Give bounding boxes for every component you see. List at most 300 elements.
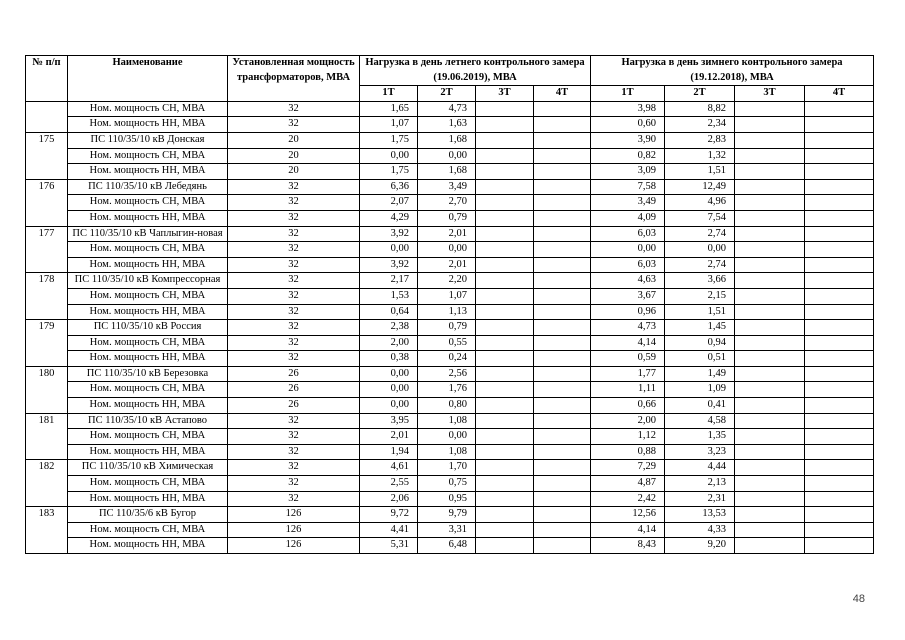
- row-number: [26, 101, 68, 132]
- winter-4t-value: [805, 164, 874, 180]
- row-power: 32: [228, 351, 360, 367]
- summer-4t-value: [534, 101, 591, 117]
- winter-2t-value: 3,23: [665, 444, 735, 460]
- winter-1t-value: 3,98: [591, 101, 665, 117]
- winter-4t-value: [805, 304, 874, 320]
- winter-2t-value: 1,35: [665, 429, 735, 445]
- winter-3t-value: [735, 538, 805, 554]
- row-power: 32: [228, 288, 360, 304]
- summer-3t-value: [476, 257, 534, 273]
- table-row: [26, 538, 874, 554]
- winter-2t-value: 0,51: [665, 351, 735, 367]
- summer-1t-value: 1,94: [360, 444, 418, 460]
- summer-4t-value: [534, 195, 591, 211]
- summer-4t-value: [534, 538, 591, 554]
- summer-4t-value: [534, 179, 591, 195]
- summer-2t-value: 1,70: [418, 460, 476, 476]
- table-row: [26, 273, 874, 289]
- winter-1t-value: 2,42: [591, 491, 665, 507]
- summer-4t-value: [534, 413, 591, 429]
- summer-4t-value: [534, 522, 591, 538]
- winter-4t-value: [805, 382, 874, 398]
- summer-4t-value: [534, 304, 591, 320]
- winter-1t-value: 3,67: [591, 288, 665, 304]
- summer-1t-value: 3,95: [360, 413, 418, 429]
- winter-4t-value: [805, 288, 874, 304]
- summer-3t-value: [476, 132, 534, 148]
- row-name: Ном. мощность СН, МВА: [68, 148, 228, 164]
- row-name: Ном. мощность НН, МВА: [68, 257, 228, 273]
- winter-1t-value: 0,82: [591, 148, 665, 164]
- winter-3t-value: [735, 257, 805, 273]
- summer-1t-value: 0,64: [360, 304, 418, 320]
- header-summer-1t: 1Т: [360, 86, 418, 102]
- row-name: Ном. мощность НН, МВА: [68, 398, 228, 414]
- header-winter-1t: 1Т: [591, 86, 665, 102]
- winter-3t-value: [735, 304, 805, 320]
- table-row: [26, 460, 874, 476]
- row-power: 26: [228, 398, 360, 414]
- winter-2t-value: 2,13: [665, 476, 735, 492]
- row-power: 126: [228, 522, 360, 538]
- winter-2t-value: 13,53: [665, 507, 735, 523]
- row-power: 32: [228, 460, 360, 476]
- table-row: [26, 491, 874, 507]
- summer-3t-value: [476, 382, 534, 398]
- row-power: 20: [228, 164, 360, 180]
- summer-4t-value: [534, 164, 591, 180]
- winter-2t-value: 4,44: [665, 460, 735, 476]
- row-power: 32: [228, 179, 360, 195]
- winter-3t-value: [735, 117, 805, 133]
- row-power: 32: [228, 413, 360, 429]
- summer-3t-value: [476, 179, 534, 195]
- table-row: [26, 132, 874, 148]
- row-name: ПС 110/35/10 кВ Химическая: [68, 460, 228, 476]
- summer-3t-value: [476, 320, 534, 336]
- summer-4t-value: [534, 444, 591, 460]
- page-number: 48: [852, 593, 865, 605]
- winter-3t-value: [735, 242, 805, 258]
- load-table: [25, 55, 874, 554]
- row-power: 32: [228, 320, 360, 336]
- row-power: 32: [228, 226, 360, 242]
- winter-1t-value: 4,14: [591, 335, 665, 351]
- winter-3t-value: [735, 288, 805, 304]
- row-power: 126: [228, 538, 360, 554]
- winter-4t-value: [805, 335, 874, 351]
- summer-3t-value: [476, 538, 534, 554]
- summer-2t-value: 2,20: [418, 273, 476, 289]
- winter-3t-value: [735, 132, 805, 148]
- table-row: [26, 429, 874, 445]
- row-name: ПС 110/35/10 кВ Лебедянь: [68, 179, 228, 195]
- summer-1t-value: 1,75: [360, 132, 418, 148]
- summer-1t-value: 2,07: [360, 195, 418, 211]
- table-row: [26, 335, 874, 351]
- table-row: [26, 101, 874, 117]
- summer-2t-value: 1,13: [418, 304, 476, 320]
- winter-3t-value: [735, 148, 805, 164]
- header-summer-4t: 4Т: [534, 86, 591, 102]
- summer-2t-value: 1,63: [418, 117, 476, 133]
- winter-1t-value: 8,43: [591, 538, 665, 554]
- table-row: [26, 226, 874, 242]
- summer-2t-value: 0,00: [418, 148, 476, 164]
- winter-1t-value: 0,60: [591, 117, 665, 133]
- summer-4t-value: [534, 210, 591, 226]
- winter-2t-value: 2,31: [665, 491, 735, 507]
- winter-4t-value: [805, 413, 874, 429]
- header-summer-3t: 3Т: [476, 86, 534, 102]
- row-name: Ном. мощность СН, МВА: [68, 382, 228, 398]
- summer-4t-value: [534, 460, 591, 476]
- summer-2t-value: 2,70: [418, 195, 476, 211]
- winter-2t-value: 2,83: [665, 132, 735, 148]
- winter-4t-value: [805, 398, 874, 414]
- summer-1t-value: 4,29: [360, 210, 418, 226]
- row-name: ПС 110/35/6 кВ Бугор: [68, 507, 228, 523]
- summer-3t-value: [476, 273, 534, 289]
- row-power: 32: [228, 429, 360, 445]
- header-winter-2t: 2Т: [665, 86, 735, 102]
- winter-3t-value: [735, 351, 805, 367]
- summer-2t-value: 0,00: [418, 429, 476, 445]
- summer-1t-value: 0,00: [360, 366, 418, 382]
- winter-1t-value: 3,90: [591, 132, 665, 148]
- table-row: [26, 117, 874, 133]
- table-row: [26, 257, 874, 273]
- header-row-main: [26, 56, 874, 86]
- winter-4t-value: [805, 195, 874, 211]
- summer-1t-value: 0,00: [360, 148, 418, 164]
- winter-3t-value: [735, 273, 805, 289]
- summer-4t-value: [534, 335, 591, 351]
- winter-3t-value: [735, 164, 805, 180]
- row-power: 32: [228, 476, 360, 492]
- summer-3t-value: [476, 522, 534, 538]
- summer-4t-value: [534, 257, 591, 273]
- summer-2t-value: 0,95: [418, 491, 476, 507]
- winter-2t-value: 4,96: [665, 195, 735, 211]
- header-winter: Нагрузка в день зимнего контрольного замера (19.12.2018), МВА: [591, 56, 874, 86]
- winter-2t-value: 4,33: [665, 522, 735, 538]
- winter-1t-value: 4,63: [591, 273, 665, 289]
- row-name: Ном. мощность СН, МВА: [68, 522, 228, 538]
- winter-1t-value: 0,88: [591, 444, 665, 460]
- row-power: 32: [228, 491, 360, 507]
- summer-4t-value: [534, 351, 591, 367]
- summer-3t-value: [476, 491, 534, 507]
- summer-1t-value: 1,65: [360, 101, 418, 117]
- summer-1t-value: 3,92: [360, 226, 418, 242]
- table-row: [26, 366, 874, 382]
- winter-1t-value: 1,11: [591, 382, 665, 398]
- summer-3t-value: [476, 195, 534, 211]
- summer-1t-value: 0,00: [360, 382, 418, 398]
- winter-2t-value: 4,58: [665, 413, 735, 429]
- summer-2t-value: 1,68: [418, 132, 476, 148]
- winter-2t-value: 12,49: [665, 179, 735, 195]
- header-num: № п/п: [26, 56, 68, 102]
- table-row: [26, 507, 874, 523]
- row-name: Ном. мощность СН, МВА: [68, 288, 228, 304]
- summer-2t-value: 0,79: [418, 320, 476, 336]
- summer-1t-value: 1,07: [360, 117, 418, 133]
- summer-1t-value: 9,72: [360, 507, 418, 523]
- summer-2t-value: 9,79: [418, 507, 476, 523]
- winter-2t-value: 1,45: [665, 320, 735, 336]
- winter-1t-value: 0,59: [591, 351, 665, 367]
- table-row: [26, 242, 874, 258]
- winter-1t-value: 6,03: [591, 226, 665, 242]
- summer-3t-value: [476, 210, 534, 226]
- table-row: [26, 304, 874, 320]
- row-power: 126: [228, 507, 360, 523]
- row-power: 32: [228, 117, 360, 133]
- summer-3t-value: [476, 460, 534, 476]
- winter-1t-value: 2,00: [591, 413, 665, 429]
- table-row: [26, 148, 874, 164]
- summer-2t-value: 3,31: [418, 522, 476, 538]
- summer-4t-value: [534, 117, 591, 133]
- summer-2t-value: 2,56: [418, 366, 476, 382]
- row-power: 32: [228, 257, 360, 273]
- winter-4t-value: [805, 132, 874, 148]
- summer-4t-value: [534, 507, 591, 523]
- summer-1t-value: 0,38: [360, 351, 418, 367]
- table-row: [26, 522, 874, 538]
- table-row: [26, 398, 874, 414]
- winter-1t-value: 1,77: [591, 366, 665, 382]
- row-power: 20: [228, 148, 360, 164]
- winter-2t-value: 3,66: [665, 273, 735, 289]
- winter-3t-value: [735, 460, 805, 476]
- summer-2t-value: 3,49: [418, 179, 476, 195]
- summer-4t-value: [534, 366, 591, 382]
- row-number: 179: [26, 320, 68, 367]
- row-power: 20: [228, 132, 360, 148]
- winter-4t-value: [805, 320, 874, 336]
- row-name: Ном. мощность НН, МВА: [68, 491, 228, 507]
- winter-1t-value: 4,87: [591, 476, 665, 492]
- summer-2t-value: 0,00: [418, 242, 476, 258]
- summer-3t-value: [476, 351, 534, 367]
- row-number: 178: [26, 273, 68, 320]
- winter-3t-value: [735, 320, 805, 336]
- winter-2t-value: 7,54: [665, 210, 735, 226]
- winter-3t-value: [735, 366, 805, 382]
- table-row: [26, 320, 874, 336]
- row-number: 180: [26, 366, 68, 413]
- winter-3t-value: [735, 476, 805, 492]
- winter-1t-value: 4,09: [591, 210, 665, 226]
- winter-2t-value: 1,51: [665, 164, 735, 180]
- winter-4t-value: [805, 429, 874, 445]
- row-name: ПС 110/35/10 кВ Астапово: [68, 413, 228, 429]
- summer-2t-value: 1,68: [418, 164, 476, 180]
- winter-4t-value: [805, 257, 874, 273]
- winter-3t-value: [735, 101, 805, 117]
- summer-2t-value: 4,73: [418, 101, 476, 117]
- summer-2t-value: 2,01: [418, 257, 476, 273]
- winter-2t-value: 0,94: [665, 335, 735, 351]
- summer-3t-value: [476, 101, 534, 117]
- summer-3t-value: [476, 164, 534, 180]
- row-name: ПС 110/35/10 кВ Донская: [68, 132, 228, 148]
- summer-4t-value: [534, 382, 591, 398]
- winter-4t-value: [805, 179, 874, 195]
- header-name: Наименование: [68, 56, 228, 102]
- summer-2t-value: 1,07: [418, 288, 476, 304]
- winter-4t-value: [805, 117, 874, 133]
- row-number: 183: [26, 507, 68, 554]
- winter-2t-value: 2,34: [665, 117, 735, 133]
- table-row: [26, 382, 874, 398]
- summer-2t-value: 6,48: [418, 538, 476, 554]
- winter-2t-value: 8,82: [665, 101, 735, 117]
- row-name: ПС 110/35/10 кВ Чаплыгин-новая: [68, 226, 228, 242]
- row-number: 177: [26, 226, 68, 273]
- winter-3t-value: [735, 195, 805, 211]
- summer-4t-value: [534, 148, 591, 164]
- winter-2t-value: 2,74: [665, 257, 735, 273]
- summer-1t-value: 4,41: [360, 522, 418, 538]
- row-power: 32: [228, 304, 360, 320]
- summer-1t-value: 2,00: [360, 335, 418, 351]
- row-name: Ном. мощность НН, МВА: [68, 444, 228, 460]
- row-number: 176: [26, 179, 68, 226]
- winter-2t-value: 9,20: [665, 538, 735, 554]
- summer-4t-value: [534, 242, 591, 258]
- table-row: [26, 351, 874, 367]
- row-name: Ном. мощность НН, МВА: [68, 538, 228, 554]
- row-name: Ном. мощность НН, МВА: [68, 164, 228, 180]
- winter-3t-value: [735, 444, 805, 460]
- winter-3t-value: [735, 382, 805, 398]
- summer-3t-value: [476, 507, 534, 523]
- winter-3t-value: [735, 226, 805, 242]
- summer-4t-value: [534, 132, 591, 148]
- row-name: Ном. мощность СН, МВА: [68, 429, 228, 445]
- winter-1t-value: 4,14: [591, 522, 665, 538]
- winter-1t-value: 1,12: [591, 429, 665, 445]
- summer-1t-value: 2,01: [360, 429, 418, 445]
- winter-3t-value: [735, 210, 805, 226]
- winter-4t-value: [805, 366, 874, 382]
- summer-1t-value: 6,36: [360, 179, 418, 195]
- summer-1t-value: 5,31: [360, 538, 418, 554]
- winter-1t-value: 0,96: [591, 304, 665, 320]
- summer-1t-value: 2,17: [360, 273, 418, 289]
- summer-1t-value: 2,06: [360, 491, 418, 507]
- winter-3t-value: [735, 491, 805, 507]
- table-row: [26, 179, 874, 195]
- winter-3t-value: [735, 179, 805, 195]
- winter-1t-value: 12,56: [591, 507, 665, 523]
- row-power: 32: [228, 242, 360, 258]
- row-name: ПС 110/35/10 кВ Россия: [68, 320, 228, 336]
- summer-4t-value: [534, 429, 591, 445]
- table-row: [26, 195, 874, 211]
- summer-1t-value: 1,53: [360, 288, 418, 304]
- row-power: 32: [228, 273, 360, 289]
- winter-1t-value: 4,73: [591, 320, 665, 336]
- summer-2t-value: 2,01: [418, 226, 476, 242]
- winter-4t-value: [805, 101, 874, 117]
- winter-1t-value: 3,49: [591, 195, 665, 211]
- summer-2t-value: 1,76: [418, 382, 476, 398]
- winter-1t-value: 0,66: [591, 398, 665, 414]
- summer-3t-value: [476, 444, 534, 460]
- table-row: [26, 413, 874, 429]
- winter-4t-value: [805, 491, 874, 507]
- row-name: Ном. мощность СН, МВА: [68, 242, 228, 258]
- summer-4t-value: [534, 320, 591, 336]
- winter-1t-value: 3,09: [591, 164, 665, 180]
- summer-3t-value: [476, 288, 534, 304]
- summer-1t-value: 3,92: [360, 257, 418, 273]
- summer-1t-value: 1,75: [360, 164, 418, 180]
- summer-2t-value: 0,55: [418, 335, 476, 351]
- winter-4t-value: [805, 351, 874, 367]
- row-power: 32: [228, 335, 360, 351]
- table-row: [26, 476, 874, 492]
- row-power: 32: [228, 210, 360, 226]
- winter-2t-value: 1,51: [665, 304, 735, 320]
- row-power: 26: [228, 366, 360, 382]
- row-number: 182: [26, 460, 68, 507]
- row-name: Ном. мощность СН, МВА: [68, 476, 228, 492]
- table-body: [26, 101, 874, 553]
- winter-4t-value: [805, 460, 874, 476]
- row-number: 181: [26, 413, 68, 460]
- summer-2t-value: 0,80: [418, 398, 476, 414]
- summer-4t-value: [534, 288, 591, 304]
- row-name: Ном. мощность СН, МВА: [68, 101, 228, 117]
- winter-1t-value: 7,58: [591, 179, 665, 195]
- summer-4t-value: [534, 476, 591, 492]
- header-winter-4t: 4Т: [805, 86, 874, 102]
- winter-4t-value: [805, 444, 874, 460]
- summer-3t-value: [476, 335, 534, 351]
- summer-4t-value: [534, 273, 591, 289]
- header-power: Установленная мощность трансформаторов, МВА: [228, 56, 360, 102]
- winter-3t-value: [735, 507, 805, 523]
- summer-1t-value: 0,00: [360, 242, 418, 258]
- winter-3t-value: [735, 429, 805, 445]
- winter-1t-value: 0,00: [591, 242, 665, 258]
- table-row: [26, 444, 874, 460]
- summer-3t-value: [476, 117, 534, 133]
- winter-4t-value: [805, 273, 874, 289]
- summer-4t-value: [534, 226, 591, 242]
- table-row: [26, 164, 874, 180]
- summer-4t-value: [534, 398, 591, 414]
- winter-2t-value: 2,74: [665, 226, 735, 242]
- winter-2t-value: 1,32: [665, 148, 735, 164]
- winter-4t-value: [805, 476, 874, 492]
- summer-4t-value: [534, 491, 591, 507]
- winter-2t-value: 0,00: [665, 242, 735, 258]
- row-name: Ном. мощность НН, МВА: [68, 210, 228, 226]
- summer-3t-value: [476, 148, 534, 164]
- row-name: Ном. мощность СН, МВА: [68, 335, 228, 351]
- winter-4t-value: [805, 148, 874, 164]
- summer-1t-value: 0,00: [360, 398, 418, 414]
- winter-4t-value: [805, 210, 874, 226]
- row-number: 175: [26, 132, 68, 179]
